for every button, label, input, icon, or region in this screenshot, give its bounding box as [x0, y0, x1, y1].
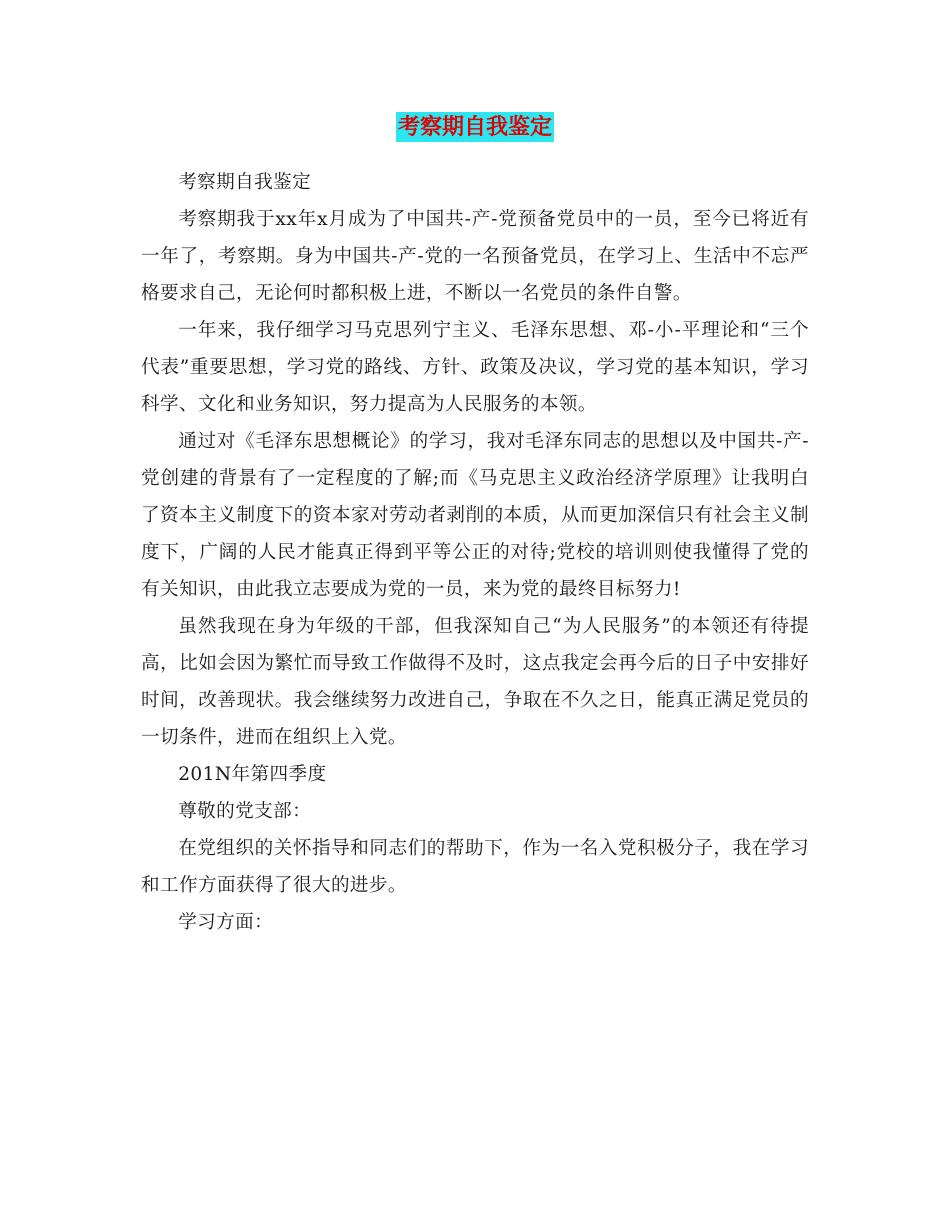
document-title: 考察期自我鉴定 — [397, 114, 552, 140]
paragraph-study-section: 学习方面： — [178, 912, 274, 933]
paragraph-theory: 通过对《毛泽东思想概论》的学习，我对毛泽东同志的思想以及中国共-产-党创建的背景有了一定程度的了解;而《马克思主义政治经济学原理》让我明白了资本主义制度下的资本家对劳动者剥削的本质，从而更加深信只有社会主义制度下，广阔的人民才能真正得到平等公正的对待;党校的培训则使我懂得了党的有关知识，由此我立志要成为党的一员，来为党的最终目标努力! — [141, 431, 809, 600]
title-container — [0, 112, 950, 142]
paragraph-intro: 考察期我于xx年x月成为了中国共-产-党预备党员中的一员，至今已将近有一年了，考察期。身为中国共-产-党的一名预备党员，在学习上、生活中不忘严格要求自己，无论何时都积极上进，不断以一名党员的条件自警。 — [141, 209, 809, 304]
paragraph-salutation: 尊敬的党支部： — [178, 801, 312, 822]
paragraph-heading: 考察期自我鉴定 — [178, 172, 312, 193]
paragraph-improvement: 虽然我现在身为年级的干部，但我深知自己“为人民服务”的本领还有待提高，比如会因为繁忙而导致工作做得不及时，这点我定会再今后的日子中安排好时间，改善现状。我会继续努力改进自己，争取在不久之日，能真正满足党员的一切条件，进而在组织上入党。 — [141, 616, 809, 748]
paragraph-date: 201N年第四季度 — [178, 764, 327, 785]
document-body — [141, 164, 809, 941]
paragraph-progress: 在党组织的关怀指导和同志们的帮助下，作为一名入党积极分子，我在学习和工作方面获得了很大的进步。 — [141, 838, 809, 896]
paragraph-study: 一年来，我仔细学习马克思列宁主义、毛泽东思想、邓-小-平理论和“三个代表”重要思想，学习党的路线、方针、政策及决议，学习党的基本知识，学习科学、文化和业务知识，努力提高为人民服务的本领。 — [141, 320, 809, 415]
